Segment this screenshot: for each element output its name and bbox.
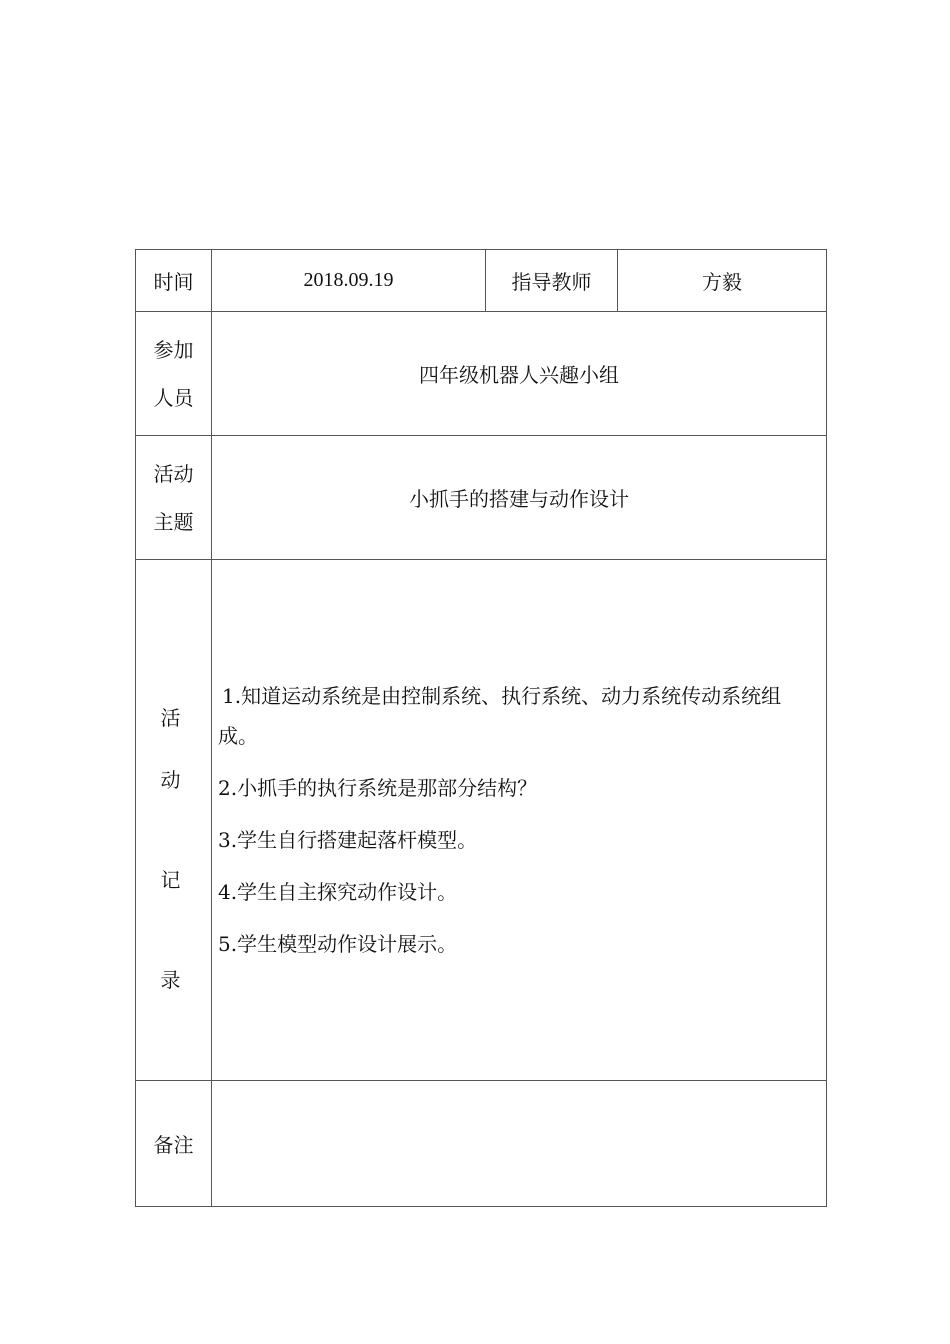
activity-record-table: [135, 249, 827, 1207]
teacher-label: 指导教师: [486, 250, 618, 312]
participants-label-line-2: 人员: [153, 385, 194, 410]
record-item: 5.学生模型动作设计展示。: [218, 932, 458, 956]
record-label-char-1: 活: [160, 706, 181, 730]
record-content-cell: [212, 560, 827, 1081]
record-label-cell: [136, 560, 212, 1081]
notes-value: [212, 1081, 827, 1207]
row-notes: [136, 1081, 827, 1207]
row-record: [136, 560, 827, 1081]
time-label: 时间: [136, 250, 212, 312]
teacher-name: 方毅: [618, 250, 827, 312]
record-label-char-2: 动: [160, 768, 181, 792]
record-item: 4.学生自主探究动作设计。: [218, 880, 458, 904]
topic-label-line-2: 主题: [153, 509, 194, 534]
record-label-char-4: 录: [160, 968, 181, 992]
participants-label-cell: [136, 312, 212, 436]
record-item: 3.学生自行搭建起落杆模型。: [218, 828, 478, 852]
row-participants: [136, 312, 827, 436]
date-value: 2018.09.19: [212, 250, 486, 312]
record-item: 2.小抓手的执行系统是那部分结构？: [218, 776, 538, 800]
topic-label-cell: [136, 436, 212, 560]
notes-label: 备注: [136, 1081, 212, 1207]
row-time: [136, 250, 827, 312]
participants-label-line-1: 参加: [153, 337, 194, 362]
record-label-char-3: 记: [160, 868, 181, 892]
topic-label-line-1: 活动: [153, 461, 194, 486]
participants-value: 四年级机器人兴趣小组: [212, 312, 827, 436]
topic-value: 小抓手的搭建与动作设计: [212, 436, 827, 560]
row-topic: [136, 436, 827, 560]
record-item: 1.知道运动系统是由控制系统、执行系统、动力系统传动系统组成。: [218, 684, 782, 748]
